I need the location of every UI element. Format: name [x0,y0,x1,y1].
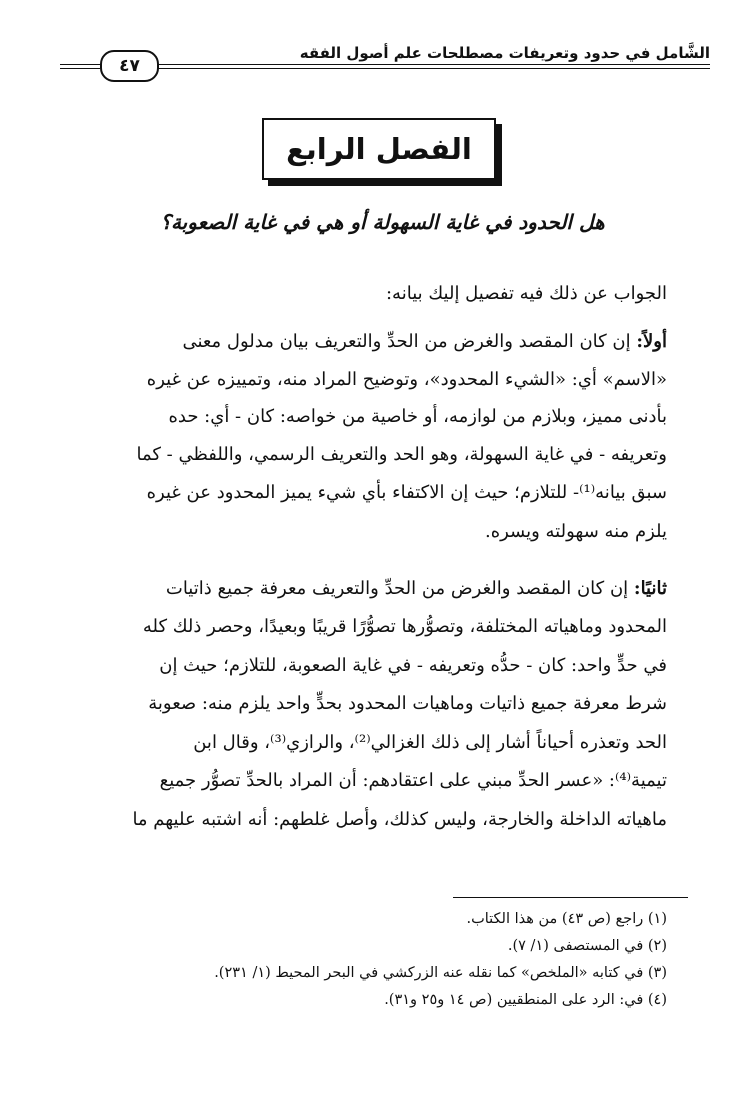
footnote: (١) راجع (ص ٤٣) من هذا الكتاب. [466,911,667,927]
body-line [182,328,667,356]
body-line: الجواب عن ذلك فيه تفصيل إليك بيانه: [385,283,667,304]
body-line: «الاسم» أي: «الشيء المحدود»، وتوضيح المراد منه، وتمييزه عن غيره [146,369,667,390]
footnote: (٣) في كتابه «الملخص» كما نقله عنه الزركشي في البحر المحيط (١/ ٢٣١). [214,965,667,981]
header-rule [60,64,100,65]
running-title: الشَّامل في حدود وتعريفات مصطلحات علم أصول الفقه [299,44,710,62]
body-line: الحد وتعذره أحياناً أشار إلى ذلك الغزالي⁽²⁾، والرازي⁽³⁾، وقال ابن [193,732,667,753]
footnote-separator [453,897,688,898]
body-line: ماهياته الداخلة والخارجة، وليس كذلك، وأصل غلطهم: أنه اشتبه عليهم ما [132,809,667,830]
paragraph-lead: أولاً: [636,331,667,352]
body-text: إن كان المقصد والغرض من الحدِّ والتعريف بيان مدلول معنى [182,331,631,352]
body-line: في حدٍّ واحد: كان - حدُّه وتعريفه - في غاية الصعوبة، للتلازم؛ حيث إن [159,655,667,676]
body-line: وتعريفه - في غاية السهولة، وهو الحد والتعريف الرسمي، واللفظي - كما [136,444,667,465]
header-rule [155,64,710,65]
running-header [60,42,710,82]
footnote: (٤) في: الرد على المنطقيين (ص ١٤ و٢٥ و٣١). [384,992,667,1008]
chapter-title: الفصل الرابع [286,132,472,166]
paragraph-lead: ثانيًا: [633,578,667,599]
body-line: سبق بيانه⁽¹⁾- للتلازم؛ حيث إن الاكتفاء بأي شيء يميز المحدود عن غيره [146,482,667,503]
body-line: يلزم منه سهولته ويسره. [484,521,667,542]
footnote: (٢) في المستصفى (١/ ٧). [507,938,667,954]
body-line: شرط معرفة جميع ذاتيات وماهيات المحدود بحدٍّ واحد يلزم منه: صعوبة [148,693,667,714]
header-rule [60,68,100,69]
body-line: بأدنى مميز، وبلازم من لوازمه، أو خاصية من خواصه: كان - أي: حده [168,406,667,427]
body-line: تيمية⁽⁴⁾: «عسر الحدِّ مبني على اعتقادهم: أن المراد بالحدِّ تصوُّر جميع [159,770,667,791]
page-number: ٤٧ [100,50,159,82]
chapter-title-box [262,118,496,180]
section-heading: هل الحدود في غاية السهولة أو هي في غاية الصعوبة؟ [160,210,605,234]
body-line [166,575,667,603]
body-text: إن كان المقصد والغرض من الحدِّ والتعريف معرفة جميع ذاتيات [165,578,629,599]
header-rule [155,68,710,69]
body-line: المحدود وماهياته المختلفة، وتصوُّرها تصوُّرًا قريبًا وبعيدًا، وحصر ذلك كله [142,616,667,637]
